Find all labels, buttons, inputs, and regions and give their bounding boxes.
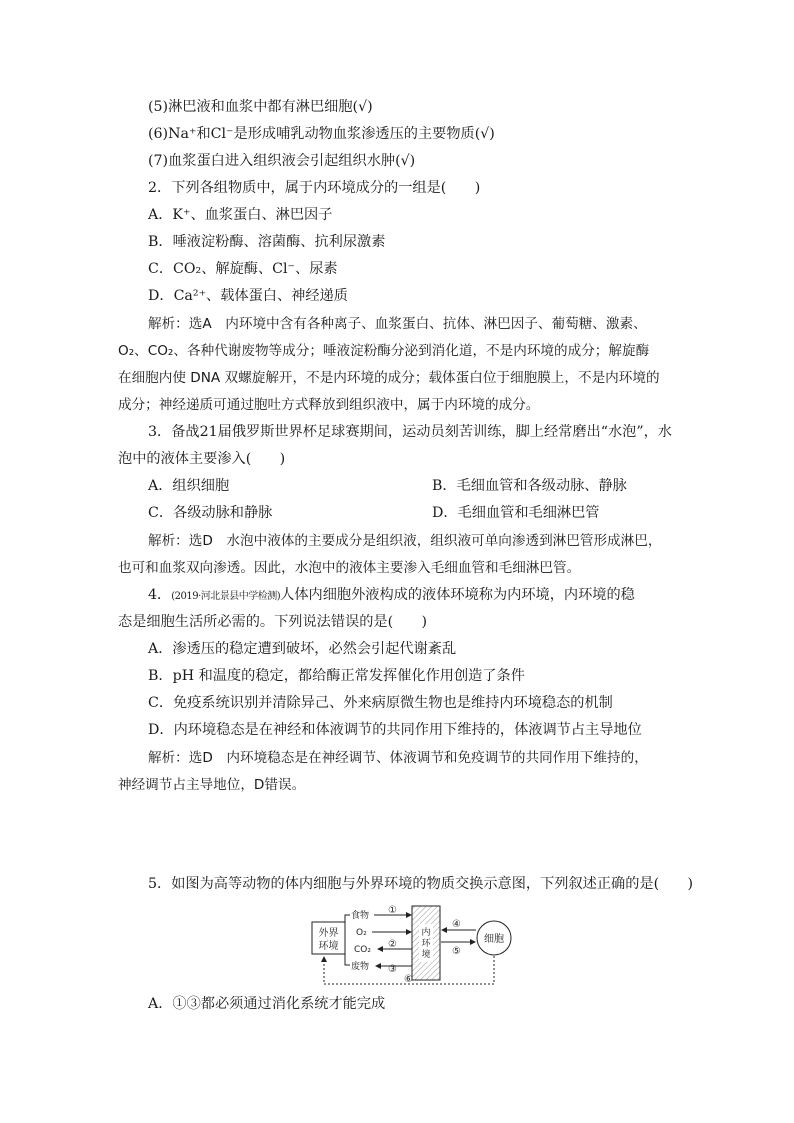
item-6: (6)Na⁺和Cl⁻是形成哺乳动物血浆渗透压的主要物质(√) — [148, 126, 495, 142]
q2-option-d: D．Ca²⁺、载体蛋白、神经递质 — [148, 288, 348, 304]
q4-solution-line: 解析：选D 内环境稳态是在神经调节、体液调节和免疫调节的共同作用下维持的， — [148, 750, 648, 766]
q3-solution-line: 也可和血浆双向渗透。因此，水泡中的液体主要渗入毛细血管和毛细淋巴管。 — [118, 560, 581, 576]
q4-option-d: D．内环境稳态是在神经和体液调节的共同作用下维持的，体液调节占主导地位 — [148, 722, 642, 738]
q2-option-c: C．CO₂、解旋酶、Cl⁻、尿素 — [148, 261, 338, 277]
q2-solution-line: O₂、CO₂、各种代谢废物等成分；唾液淀粉酶分泌到消化道，不是内环境的成分；解旋酶 — [118, 343, 650, 359]
marker-6: ⑥ — [404, 974, 413, 985]
q2-solution-line: 成分；神经递质可通过胞吐方式释放到组织液中，属于内环境的成分。 — [118, 397, 540, 413]
q4-option-c: C．免疫系统识别并清除异己、外来病原微生物也是维持内环境稳态的机制 — [148, 695, 613, 711]
outer-environment-label: 外界 — [318, 928, 339, 939]
q3-stem: 3．备战21届俄罗斯世界杯足球赛期间，运动员刻苦训练，脚上经常磨出“水泡”，水 — [148, 424, 672, 440]
q3-options-row — [148, 476, 229, 496]
exchange-diagram — [300, 902, 530, 988]
o2-label: O₂ — [356, 928, 367, 938]
q5-stem: 5．如图为高等动物的体内细胞与外界环境的物质交换示意图，下列叙述正确的是( ) — [148, 876, 694, 892]
q4-number: 4． — [148, 587, 172, 603]
food-label: 食物 — [351, 911, 370, 921]
q5-option-a: A．①③都必须通过消化系统才能完成 — [148, 996, 386, 1012]
q4-source-tag: (2019·河北景县中学检测) — [171, 591, 281, 602]
q4-option-b: B．pH 和温度的稳定，都给酶正常发挥催化作用创造了条件 — [148, 668, 525, 684]
q2-option-b: B．唾液淀粉酶、溶菌酶、抗利尿激素 — [148, 234, 386, 250]
q3-option-d: D．毛细血管和毛细淋巴管 — [432, 505, 600, 521]
internal-environment-label: 内 — [421, 928, 431, 938]
q3-option-c: C．各级动脉和静脉 — [148, 505, 273, 521]
cell-label: 细胞 — [484, 934, 504, 945]
q4-stem — [148, 585, 635, 607]
outer-environment-label: 环境 — [318, 941, 339, 952]
q2-stem: 2．下列各组物质中，属于内环境成分的一组是( ) — [148, 180, 481, 196]
marker-3: ③ — [388, 964, 397, 975]
q3-option-b: B．毛细血管和各级动脉、静脉 — [432, 478, 627, 494]
bracket — [345, 915, 350, 965]
item-7: (7)血浆蛋白进入组织液会引起组织水肿(√) — [148, 153, 416, 169]
q4-solution-line: 神经调节占主导地位，D错误。 — [118, 777, 306, 793]
q2-solution-line: 在细胞内使 DNA 双螺旋解开，不是内环境的成分；载体蛋白位于细胞膜上，不是内环境的 — [118, 370, 660, 386]
co2-label: CO₂ — [354, 945, 371, 955]
q3-option-a: A．组织细胞 — [148, 478, 230, 494]
marker-1: ① — [388, 905, 397, 916]
q4-stem-text: 人体内细胞外液构成的液体环境称为内环境，内环境的稳 — [280, 587, 635, 603]
internal-environment-label: 环 — [421, 939, 431, 949]
q3-stem-cont: 泡中的液体主要渗入( ) — [118, 451, 286, 467]
marker-4: ④ — [452, 919, 461, 930]
q3-solution-line: 解析：选D 水泡中液体的主要成分是组织液，组织液可单向渗透到淋巴管形成淋巴， — [148, 533, 662, 549]
marker-2: ② — [388, 939, 397, 950]
q4-stem-cont: 态是细胞生活所必需的。下列说法错误的是( ) — [118, 614, 428, 630]
item-5: (5)淋巴液和血浆中都有淋巴细胞(√) — [148, 99, 373, 115]
q4-option-a: A．渗透压的稳定遭到破坏，必然会引起代谢紊乱 — [148, 641, 457, 657]
q2-option-a: A．K⁺、血浆蛋白、淋巴因子 — [148, 207, 333, 223]
internal-environment-label: 境 — [421, 950, 431, 960]
q2-solution-line: 解析：选A 内环境中含有各种离子、血浆蛋白、抗体、淋巴因子、葡萄糖、激素、 — [148, 316, 647, 332]
waste-label: 废物 — [351, 962, 370, 972]
marker-5: ⑤ — [452, 946, 461, 957]
